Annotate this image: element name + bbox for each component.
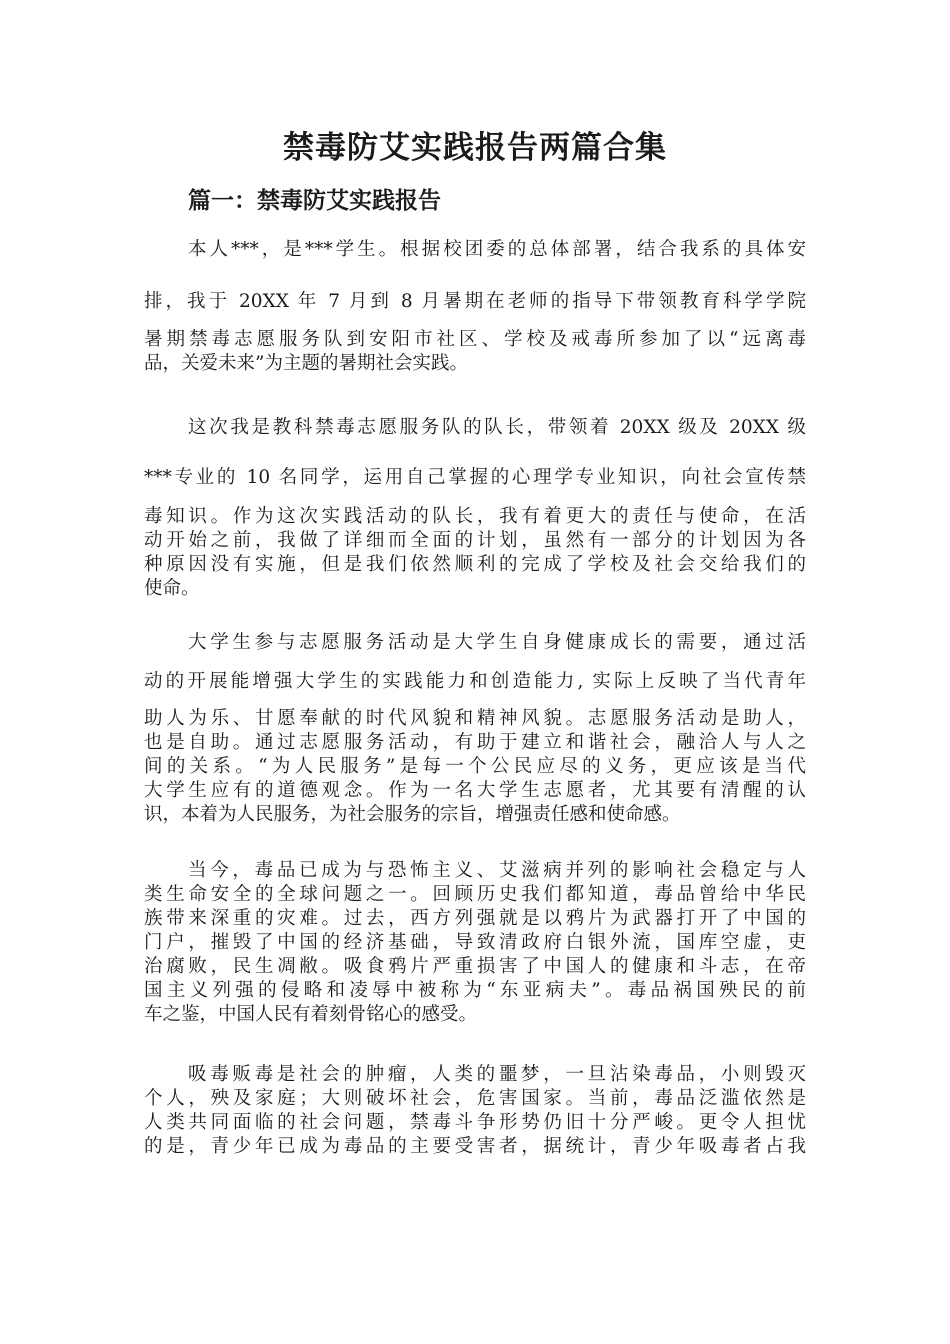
section-title: 篇一：禁毒防艾实践报告 [188,188,441,214]
paragraph-3-line-6: 大学生应有的道德观念。作为一名大学生志愿者，尤其要有清醒的认 [144,780,806,801]
paragraph-4-line-7: 车之鉴，中国人民有着刻骨铭心的感受。 [144,1004,478,1025]
paragraph-5-line-3: 人类共同面临的社会问题，禁毒斗争形势仍旧十分严峻。更令人担忧 [144,1112,806,1133]
paragraph-5-line-2: 个人，殃及家庭；大则破坏社会，危害国家。当前，毒品泛滥依然是 [144,1088,806,1109]
paragraph-3-line-3: 助人为乐、甘愿奉献的时代风貌和精神风貌。志愿服务活动是助人， [144,708,806,729]
paragraph-1-line-4: 品，关爱未来”为主题的暑期社会实践。 [144,353,468,374]
paragraph-5-line-4: 的是，青少年已成为毒品的主要受害者，据统计，青少年吸毒者占我 [144,1136,806,1157]
paragraph-3-line-7: 识，本着为人民服务，为社会服务的宗旨，增强责任感和使命感。 [144,804,681,825]
paragraph-2-line-1: 这次我是教科禁毒志愿服务队的队长，带领着 20XX 级及 20XX 级 [188,417,806,438]
paragraph-2-line-2: ***专业的 10 名同学，运用自己掌握的心理学专业知识，向社会宣传禁 [144,467,806,488]
paragraph-4-line-2: 类生命安全的全球问题之一。回顾历史我们都知道，毒品曾给中华民 [144,884,806,905]
paragraph-1-line-1: 本人***，是***学生。根据校团委的总体部署，结合我系的具体安 [188,239,806,260]
paragraph-2-line-4: 动开始之前，我做了详细而全面的计划，虽然有一部分的计划因为各 [144,530,806,551]
paragraph-5-line-1: 吸毒贩毒是社会的肿瘤，人类的噩梦，一旦沾染毒品，小则毁灭 [188,1064,806,1085]
paragraph-4-line-4: 门户，摧毁了中国的经济基础，导致清政府白银外流，国库空虚，吏 [144,932,806,953]
paragraph-4-line-3: 族带来深重的灾难。过去，西方列强就是以鸦片为武器打开了中国的 [144,908,806,929]
paragraph-2-line-3: 毒知识。作为这次实践活动的队长，我有着更大的责任与使命，在活 [144,506,806,527]
paragraph-2-line-5: 种原因没有实施，但是我们依然顺利的完成了学校及社会交给我们的 [144,554,806,575]
document-title: 禁毒防艾实践报告两篇合集 [283,130,667,166]
paragraph-4-line-5: 治腐败，民生凋敝。吸食鸦片严重损害了中国人的健康和斗志，在帝 [144,956,806,977]
paragraph-3-line-2: 动的开展能增强大学生的实践能力和创造能力, 实际上反映了当代青年 [144,671,806,692]
paragraph-3-line-4: 也是自助。通过志愿服务活动，有助于建立和谐社会，融洽人与人之 [144,732,806,753]
paragraph-2-line-6: 使命。 [144,578,200,599]
paragraph-3-line-5: 间的关系。“为人民服务”是每一个公民应尽的义务，更应该是当代 [144,756,806,777]
paragraph-4-line-1: 当今，毒品已成为与恐怖主义、艾滋病并列的影响社会稳定与人 [188,860,806,881]
paragraph-3-line-1: 大学生参与志愿服务活动是大学生自身健康成长的需要，通过活 [188,632,806,653]
paragraph-4-line-6: 国主义列强的侵略和凌辱中被称为“东亚病夫”。毒品祸国殃民的前 [144,980,806,1001]
paragraph-1-line-2: 排，我于 20XX 年 7 月到 8 月暑期在老师的指导下带领教育科学学院 [144,291,806,312]
paragraph-1-line-3: 暑期禁毒志愿服务队到安阳市社区、学校及戒毒所参加了以“远离毒 [144,329,806,350]
